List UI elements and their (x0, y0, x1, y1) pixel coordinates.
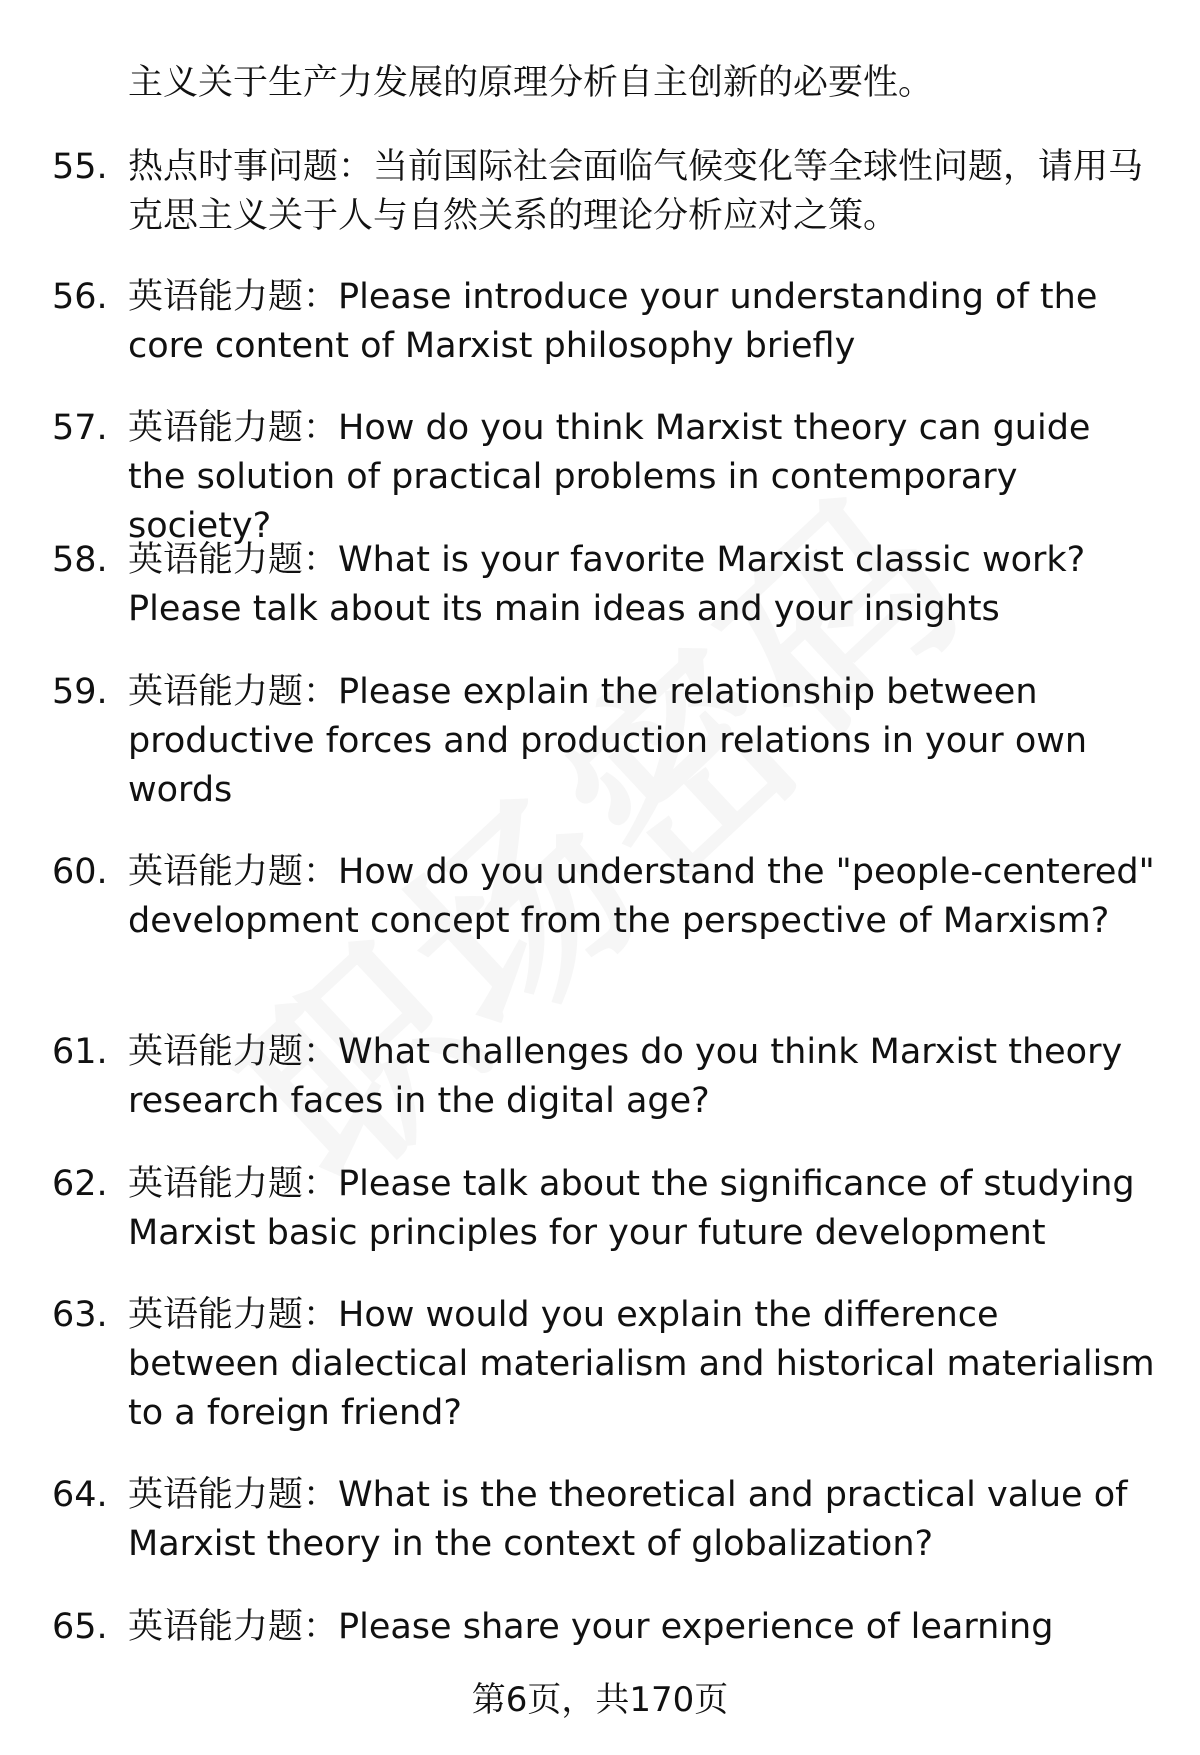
question-text: 英语能力题：Please explain the relationship between productive forces and production relations in your own words (128, 672, 1088, 810)
question-item (0, 1291, 1200, 1438)
question-text: 英语能力题：Please introduce your understanding of the core content of Marxist philosophy briefly (128, 277, 1098, 366)
question-item (0, 1603, 1200, 1652)
question-item (0, 1160, 1200, 1258)
question-number: 61. (52, 1032, 108, 1072)
page-number-footer: 第6页，共170页 (471, 1680, 729, 1720)
continued-question-text: 主义关于生产力发展的原理分析自主创新的必要性。 (128, 63, 934, 103)
question-number: 65. (52, 1607, 108, 1647)
question-number: 57. (52, 408, 108, 448)
question-number: 59. (52, 672, 108, 712)
question-item (0, 668, 1200, 815)
question-item (0, 143, 1200, 241)
question-text: 英语能力题：What challenges do you think Marxist theory research faces in the digital age? (128, 1032, 1123, 1121)
question-text: 英语能力题：What is your favorite Marxist classic work? Please talk about its main ideas and your insights (128, 540, 1086, 629)
question-number: 56. (52, 277, 108, 317)
question-number: 62. (52, 1164, 108, 1204)
question-number: 63. (52, 1295, 108, 1335)
question-number: 64. (52, 1475, 108, 1515)
question-number: 55. (52, 147, 108, 187)
question-item (0, 536, 1200, 634)
question-item (0, 273, 1200, 371)
question-item (0, 404, 1200, 551)
question-text: 英语能力题：Please talk about the significance of studying Marxist basic principles for your future development (128, 1164, 1135, 1253)
question-text: 英语能力题：Please share your experience of learning (128, 1607, 1054, 1647)
question-item (0, 1028, 1200, 1126)
question-text: 英语能力题：What is the theoretical and practical value of Marxist theory in the context of globalization? (128, 1475, 1128, 1564)
question-text: 英语能力题：How would you explain the difference between dialectical materialism and historical materialism to a foreign friend? (128, 1295, 1155, 1433)
question-number: 60. (52, 852, 108, 892)
question-item (0, 1471, 1200, 1569)
question-text: 热点时事问题：当前国际社会面临气候变化等全球性问题，请用马克思主义关于人与自然关系的理论分析应对之策。 (128, 147, 1144, 236)
question-item (0, 848, 1200, 946)
question-text: 英语能力题：How do you think Marxist theory can guide the solution of practical problems in contemporary society? (128, 408, 1091, 546)
question-number: 58. (52, 540, 108, 580)
question-text: 英语能力题：How do you understand the "people-centered" development concept from the perspective of Marxism? (128, 852, 1155, 941)
